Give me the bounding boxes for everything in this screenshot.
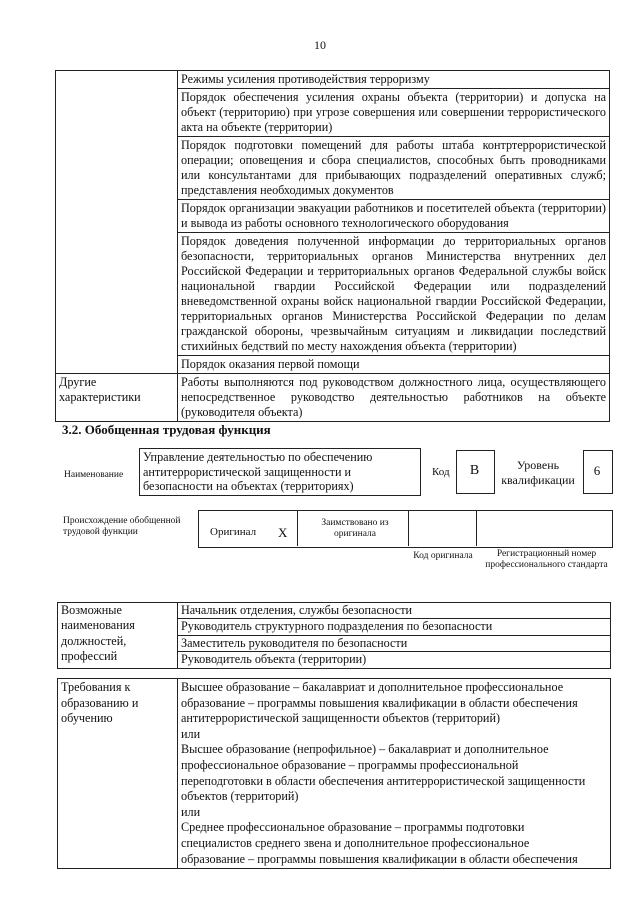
level-label: Уровень квалификации	[501, 458, 575, 487]
education-line: Высшее образование – бакалавриат и дополнительное профессиональное	[181, 680, 564, 694]
education-table	[57, 678, 611, 869]
table-row: Порядок подготовки помещений для работы штаба контртеррористической операции; оповещения и сбора специалистов, способных быть проводниками или консультантами для прибывающих подразделений оперативных служб; представления необходимых документов	[178, 137, 610, 200]
education-line: или	[181, 804, 201, 819]
code-original-caption: Код оригинала	[413, 551, 473, 561]
list-item: Руководитель объекта (территории)	[178, 652, 611, 668]
reg-number-caption: Регистрационный номер профессионального стандарта	[485, 549, 608, 570]
page-number: 10	[314, 38, 326, 52]
function-name: Управление деятельностью по обеспечению антитеррористической защищенности и безопасности на объектах (территориях)	[143, 450, 373, 494]
education-line: образование – программы повышения квалификации в области обеспечения	[181, 851, 578, 866]
list-item: Заместитель руководителя по безопасности	[178, 635, 611, 651]
education-line: антитеррористической защищенности объектов (территорий)	[181, 711, 501, 726]
education-line: Среднее профессиональное образование – программы подготовки	[181, 820, 525, 835]
education-line: или	[181, 726, 201, 741]
borrowed-label: Заимствовано из оригинала	[321, 518, 389, 539]
empty-label-cell	[56, 71, 178, 374]
table-row: Порядок организации эвакуации работников и посетителей объекта (территории) и вывода из работы основного технологического оборудования	[178, 200, 610, 233]
education-line: переподготовки в области обеспечения антитеррористической защищенности	[181, 773, 586, 788]
code-label: Код	[432, 466, 450, 478]
positions-label: Возможные наименования должностей, профессий	[58, 603, 178, 669]
education-text	[178, 679, 611, 869]
education-line: специалистов среднего звена и дополнительное профессиональное	[181, 835, 530, 850]
list-item: Начальник отделения, службы безопасности	[178, 603, 611, 619]
name-label: Наименование	[64, 470, 124, 480]
original-label: Оригинал	[210, 526, 257, 538]
education-line: Высшее образование (непрофильное) – бакалавриат и дополнительное	[181, 742, 549, 757]
code-value: B	[469, 463, 480, 478]
positions-table	[57, 602, 611, 669]
education-line: образование – программы повышения квалификации в области обеспечения	[181, 695, 578, 710]
level-value: 6	[593, 463, 601, 478]
original-mark: X	[278, 525, 288, 540]
origin-label: Происхождение обобщенной трудовой функции	[63, 516, 181, 537]
education-line: объектов (территорий)	[181, 789, 299, 804]
table-row: Порядок доведения полученной информации до территориальных органов безопасности, территориальных органов Министерства внутренних дел Российской Федерации и территориальных органов Федеральной службы войск национальной гвардии Российской Федерации или подразделений вневедомственной охраны войск национальной гвардии Российской Федерации, территориальных органов Министерства Российской Федерации по делам гражданской обороны, чрезвычайным ситуациям и ликвидации последствий стихийных бедствий по месту нахождения объекта (территории)	[178, 233, 610, 356]
education-label: Требования к образованию и обучению	[58, 679, 178, 869]
table-row: Порядок оказания первой помощи	[178, 356, 610, 374]
section-title: 3.2. Обобщенная трудовая функция	[62, 422, 271, 437]
knowledge-table	[55, 70, 610, 422]
table-row: Порядок обеспечения усиления охраны объекта (территории) и допуска на объект (территорию) при угрозе совершения или совершении террористического акта на объекте (территории)	[178, 89, 610, 137]
other-characteristics-label: Другие характеристики	[56, 374, 178, 422]
table-row: Режимы усиления противодействия терроризму	[178, 71, 610, 89]
education-line: профессиональное образование – программы профессиональной	[181, 757, 519, 772]
list-item: Руководитель структурного подразделения по безопасности	[178, 619, 611, 635]
other-characteristics-text: Работы выполняются под руководством должностного лица, осуществляющего непосредственное руководство деятельностью работников на объекте (руководителя объекта)	[178, 374, 610, 422]
